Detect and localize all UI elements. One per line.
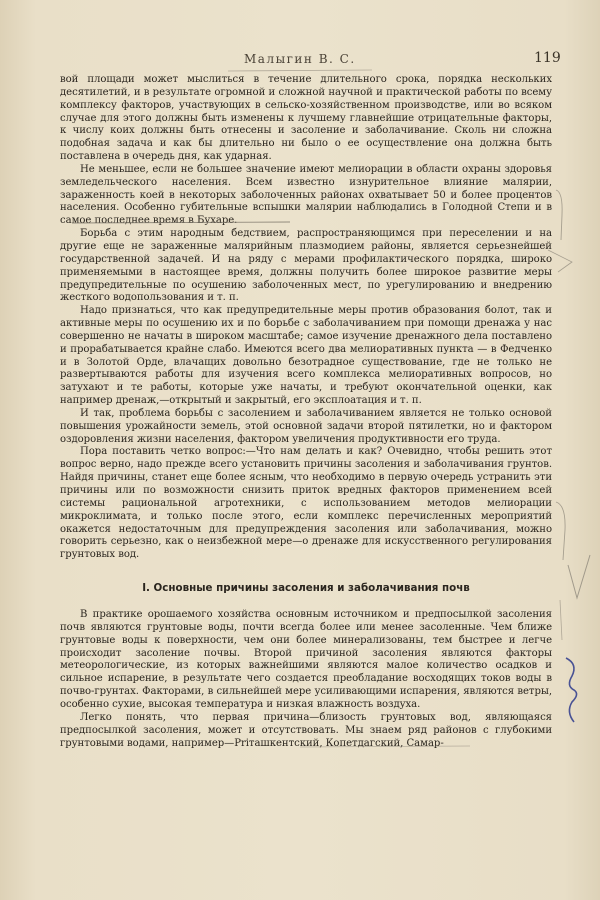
page-number: 119: [534, 50, 561, 66]
paragraph-first-cause: Легко понять, что первая причина—близость грунтовых вод, являющаяся предпосылкой засоления, может и отсутствовать. Мы знаем ряд районов с глубокими грунтовыми водами, например—Priташкентский, Копетдагский, Самар-: [60, 711, 552, 749]
pencil-bracket-question: [556, 502, 565, 560]
pencil-check-mark: [568, 555, 590, 598]
pencil-bracket-right: [556, 190, 562, 240]
paragraph-drainage: Надо признаться, что как предупредительные меры против образования болот, так и активные меры по осушению их и по борьбе с заболачиванием при помощи дренажа у нас совершенно не начаты в широком масштабе; самое изучение дренажного дела поставлено и прорабатывается крайне слабо. Имеются всего два мелиоративных пункта — в Федченко и в Золотой Орде, влачащих довольно безотрадное существование, где не только не развертываются работы для изучения всего комплекса мелиоративных вопросов, но затухают и те работы, которые уже начаты, и требуют окончательной оценки, как например дренаж,—открытый и закрытый, его эксплоатация и т. п.: [60, 305, 552, 407]
paragraph-malaria: Не меньшее, если не большее значение имеют мелиорации в области охраны здоровья земледельческого населения. Всем известно изнурительное влияние малярии, зараженность коей в некоторых заболоченных районах охватывает 50 и более процентов населения. Особенно губительные вспышки малярии наблюдались в Голодной Степи и в самое последнее время в Бухаре.: [60, 163, 552, 227]
paragraph-question: Пора поставить четко вопрос:—Что нам делать и как? Очевидно, чтобы решить этот вопрос верно, надо прежде всего установить причины засоления и заболачивания грунтов. Найдя причины, станет еще более ясным, что необходимо в первую очередь устранить эти причины или по возможности снизить приток вредных факторов применением всей системы рациональной агротехники, с использованием методов мелиорации микроклимата, и только после этого, если комплекс перечисленных мероприятий окажется недостаточным для предупреждения засоления или заболачивания, можно говорить серьезно, как о неизбежной мере—о дренаже для искусственного регулирования грунтовых вод.: [60, 446, 552, 561]
pencil-side-line: [560, 600, 562, 640]
running-title: Малыгин В. С.: [244, 52, 356, 66]
paragraph-problem: И так, проблема борьбы с засолением и заболачиванием является не только основой повышения урожайности земель, этой основной задачи второй пятилетки, но и фактором оздоровления жизни населения, фактором увеличения продуктивности его труда.: [60, 407, 552, 445]
page-header: [0, 52, 600, 72]
section-heading: I. Основные причины засоления и заболачивания почв: [142, 582, 470, 595]
paragraph-groundwater: В практике орошаемого хозяйства основным источником и предпосылкой засоления почв являются грунтовые воды, почти всегда более или менее засоленные. Чем ближе грунтовые воды к поверхности, чем они более минерализованы, тем быстрее и легче происходит засоление почвы. Второй причиной засоления являются факторы метеорологические, из которых важнейшими являются малое количество осадков и сильное испарение, в результате чего создается преобладание восходящих токов воды в почво-грунтах. Факторами, в сильнейшей мере усиливающими испарения, являются ветры, особенно сухие, высокая температура и низкая влажность воздуха.: [60, 609, 552, 710]
paragraph-continued: вой площади может мыслиться в течение длительного срока, порядка нескольких десятилетий, и в результате огромной и сложной научной и практической работы по всему комплексу факторов, участвующих в сельско-хозяйственном производстве, или во всяком случае для этого должны быть изменены к лучшему главнейшие отрицательные факторы, к числу коих должны быть отнесены и засоление и заболачивание. Сколь ни сложна подобная задача и как бы длительно ни было о ее осуществление она должна быть поставлена в очередь дня, как ударная.: [60, 74, 552, 163]
blue-brace-mark: [566, 658, 577, 722]
paragraph-struggle: Борьба с этим народным бедствием, распространяющимся при переселении и на другие еще не зараженные малярийным плазмодием районы, является серьезнейшей государственной задачей. И на ряду с мерами профилактического порядка, широко применяемыми в настоящее время, должны получить более широкое развитие меры предупредительные по осушению заболоченных мест, по урегулированию и внедрению жесткого водопользования и т. п.: [60, 228, 552, 304]
body-text: [60, 74, 552, 750]
